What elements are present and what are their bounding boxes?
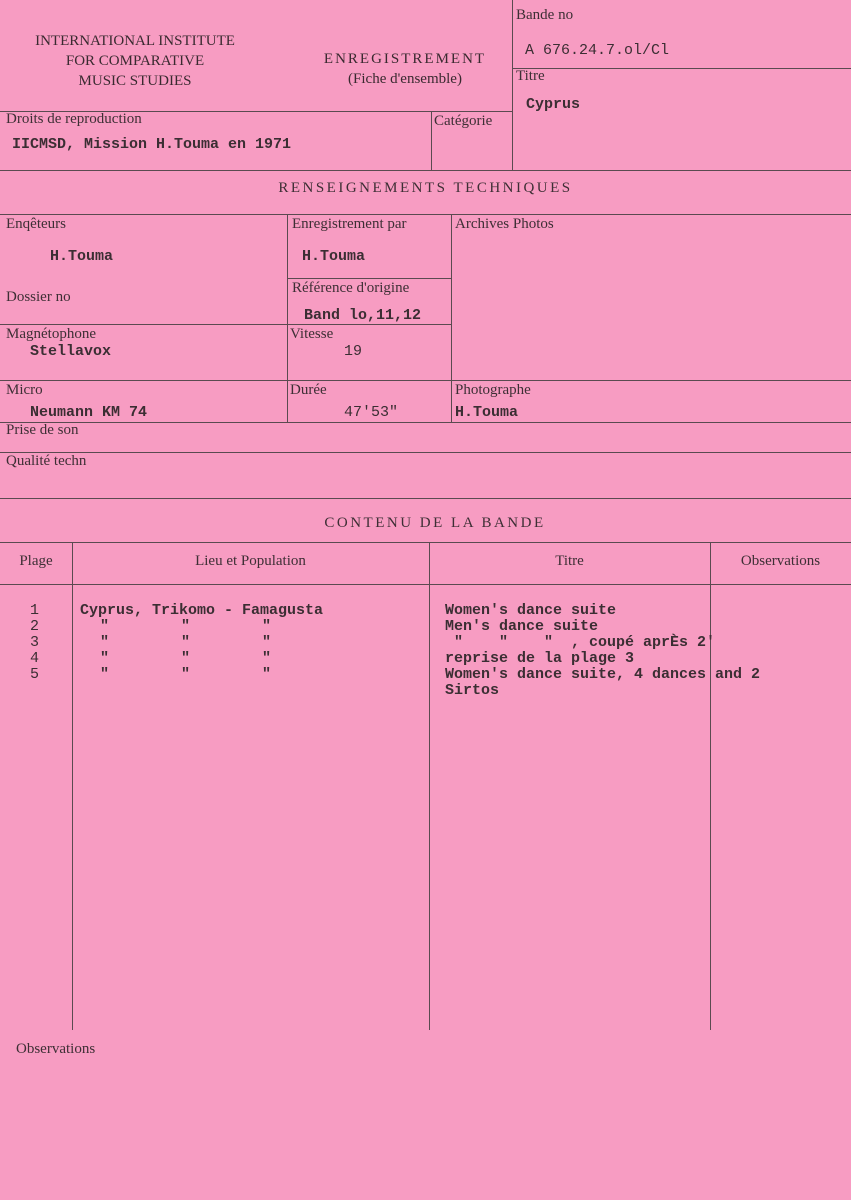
duree-label: Durée <box>290 382 327 398</box>
contents-top-line <box>0 542 851 543</box>
col-plage-header: Plage <box>19 553 53 569</box>
dossier-label: Dossier no <box>6 289 71 305</box>
row-titre: Women's dance suite <box>445 602 617 619</box>
prise-top-line <box>0 422 851 423</box>
bande-no-label: Bande no <box>516 7 574 23</box>
table-row <box>0 618 851 634</box>
reference-value: Band lo,11,12 <box>304 307 422 324</box>
duree-value: 47'53" <box>344 404 399 421</box>
titre-label: Titre <box>516 68 545 84</box>
droits-label: Droits de reproduction <box>6 111 142 127</box>
row-lieu: " " " <box>100 618 272 635</box>
form-subtitle: (Fiche d'ensemble) <box>348 71 462 87</box>
table-row <box>0 666 851 682</box>
tech-col1-divider <box>287 214 288 422</box>
footer-observations-label: Observations <box>16 1041 96 1057</box>
qualite-label: Qualité techn <box>6 453 87 469</box>
row-plage: 4 <box>30 650 40 667</box>
col-lieu-header: Lieu et Population <box>195 553 306 569</box>
row-titre: Sirtos <box>445 682 500 699</box>
contents-section-title: CONTENU DE LA BANDE <box>324 515 546 531</box>
droits-value: IICMSD, Mission H.Touma en 1971 <box>12 136 292 153</box>
row-titre: Men's dance suite <box>445 618 599 635</box>
col-titre-header: Titre <box>555 553 584 569</box>
contents-header-bottom-line <box>0 584 851 585</box>
row-lieu: Cyprus, Trikomo - Famagusta <box>80 602 324 619</box>
row-lieu: " " " <box>100 650 272 667</box>
categorie-label: Catégorie <box>434 113 493 129</box>
categorie-divider <box>431 111 432 170</box>
row-plage: 2 <box>30 618 40 635</box>
bande-no-value: A 676.24.7.ol/Cl <box>525 42 670 59</box>
row-plage: 5 <box>30 666 40 683</box>
enregistrement-par-label: Enregistrement par <box>292 216 407 232</box>
qualite-bottom-line <box>0 498 851 499</box>
row-titre: " " " , coupé aprÈs 2' <box>445 634 716 651</box>
archives-photos-label: Archives Photos <box>455 216 554 232</box>
vitesse-value: 19 <box>344 343 363 360</box>
micro-value: Neumann KM 74 <box>30 404 148 421</box>
table-row <box>0 682 851 698</box>
enqueteurs-label: Enqêteurs <box>6 216 66 232</box>
vitesse-label: Vitesse <box>290 326 334 342</box>
magnetophone-value: Stellavox <box>30 343 112 360</box>
header-divider-vertical <box>512 0 513 170</box>
institute-line: INTERNATIONAL INSTITUTE <box>35 33 235 49</box>
contents-rows <box>0 602 851 698</box>
magnetophone-label: Magnétophone <box>6 326 96 342</box>
form-title-block <box>300 49 510 89</box>
row-lieu: " " " <box>100 666 272 683</box>
magneto-top-line <box>0 324 451 325</box>
technical-section-title: RENSEIGNEMENTS TECHNIQUES <box>278 180 573 196</box>
reference-label: Référence d'origine <box>292 280 410 296</box>
row-titre: reprise de la plage 3 <box>445 650 635 667</box>
row-plage: 1 <box>30 602 40 619</box>
table-row <box>0 634 851 650</box>
micro-top-line <box>0 380 851 381</box>
qualite-top-line <box>0 452 851 453</box>
bande-titre-divider <box>512 68 851 69</box>
col-observations-header: Observations <box>740 553 821 569</box>
institute-name <box>0 31 270 91</box>
form-title: ENREGISTREMENT <box>323 51 487 67</box>
technical-top-line <box>0 214 851 215</box>
header-bottom-line <box>0 170 851 171</box>
titre-value: Cyprus <box>526 96 581 113</box>
micro-label: Micro <box>6 382 43 398</box>
table-row <box>0 650 851 666</box>
institute-line: FOR COMPARATIVE <box>65 53 205 69</box>
row-lieu: " " " <box>100 634 272 651</box>
enregistrement-par-value: H.Touma <box>302 248 366 265</box>
reference-top-line <box>287 278 451 279</box>
tech-col2-divider <box>451 214 452 422</box>
row-titre: Women's dance suite, 4 dances and 2 <box>445 666 761 683</box>
institute-line: MUSIC STUDIES <box>78 73 192 89</box>
photographe-label: Photographe <box>455 382 531 398</box>
enqueteurs-value: H.Touma <box>50 248 114 265</box>
prise-de-son-label: Prise de son <box>6 422 79 438</box>
row-plage: 3 <box>30 634 40 651</box>
table-row <box>0 602 851 618</box>
photographe-value: H.Touma <box>455 404 519 421</box>
